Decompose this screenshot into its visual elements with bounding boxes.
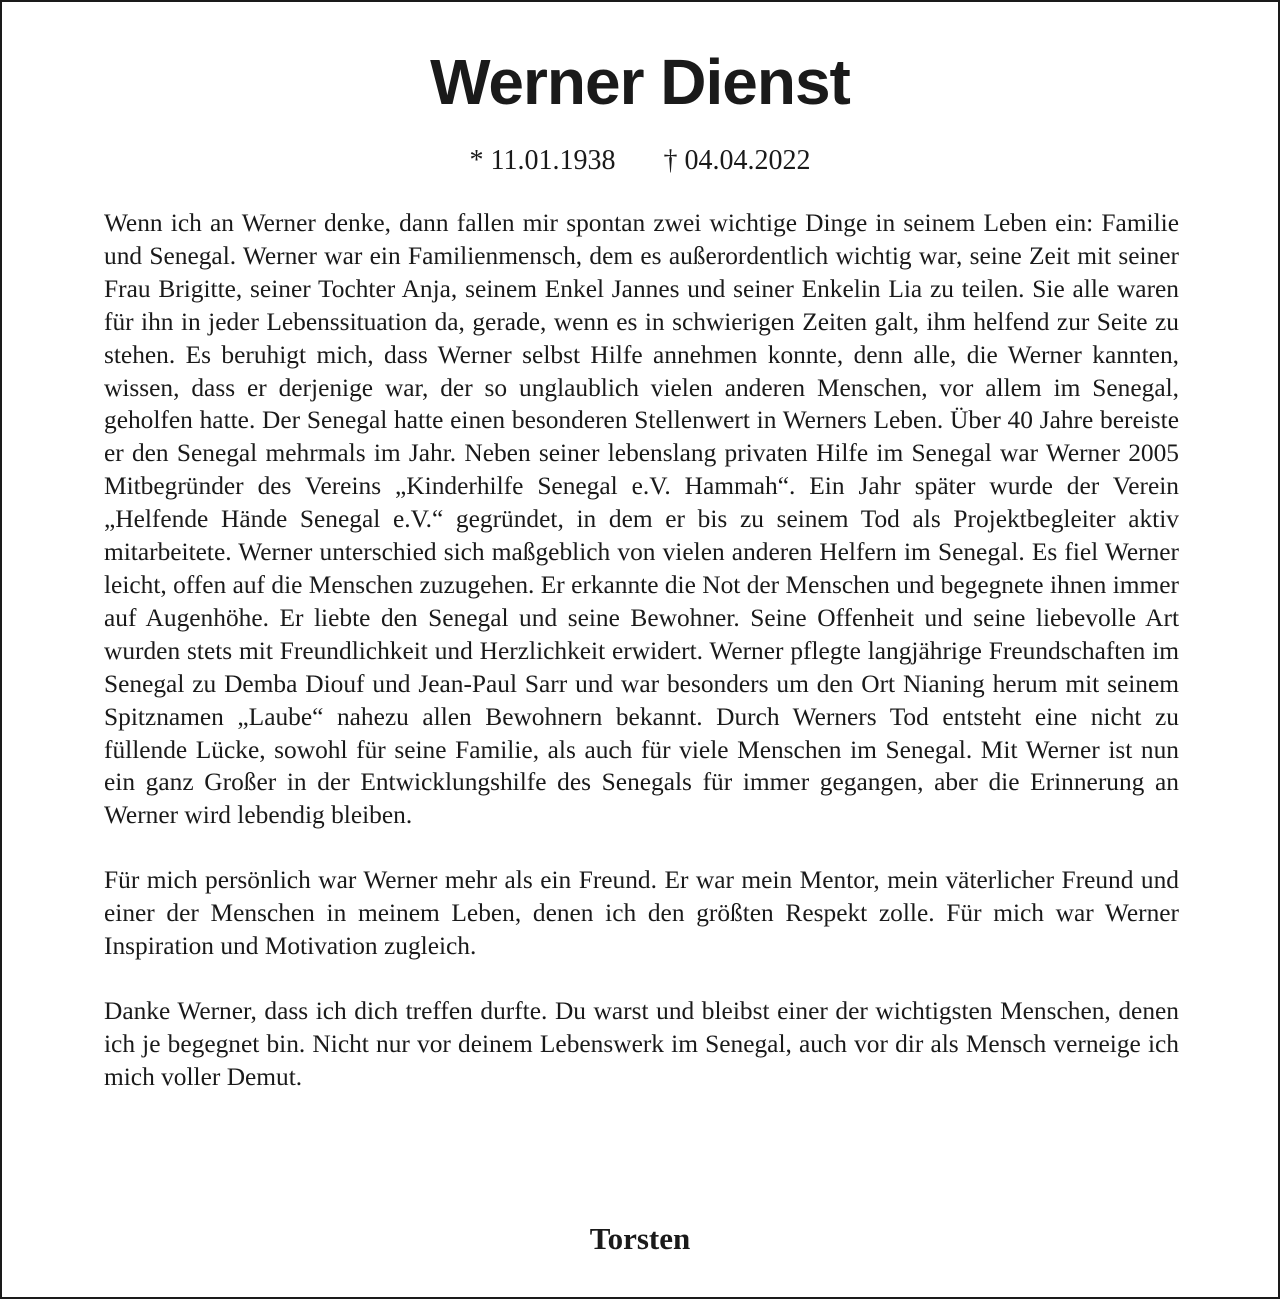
death-date: † 04.04.2022 [663,145,811,176]
paragraph-2: Für mich persönlich war Werner mehr als ein Freund. Er war mein Mentor, mein väterlicher Freund und einer der Menschen in meinem Leben, denen ich den größten Respekt zolle. Für mich war Werner Inspiration und Motivation zugleich. [104,866,1179,961]
obituary-text [104,207,1179,1126]
signature: Torsten [589,1221,691,1256]
birth-date: * 11.01.1938 [469,145,616,176]
paragraph-1: Wenn ich an Werner denke, dann fallen mir spontan zwei wichtige Dinge in seinem Leben ein: Familie und Senegal. Werner war ein Familienmensch, dem es außerordentlich wichtig war, seine Zeit mit seiner Frau Brigitte, seiner Tochter Anja, seinem Enkel Jannes und seiner Enkelin Lia zu teilen. Sie alle waren für ihn in jeder Lebenssituation da, gerade, wenn es in schwierigen Zeiten galt, ihm helfend zur Seite zu stehen. Es beruhigt mich, dass Werner selbst Hilfe annehmen konnte, denn alle, die Werner kannten, wissen, dass er derjenige war, der so unglaublich vielen anderen Menschen, vor allem im Senegal, geholfen hatte. Der Senegal hatte einen besonderen Stellenwert in Werners Leben. Über 40 Jahre bereiste er den Senegal mehrmals im Jahr. Neben seiner lebenslang privaten Hilfe im Senegal war Werner 2005 Mitbegründer des Vereins „Kinderhilfe Senegal e.V. Hammah“. Ein Jahr später wurde der Verein „Helfende Hände Senegal e.V.“ gegründet, in dem er bis zu seinem Tod als Projektbegleiter aktiv mitarbeitete. Werner unterschied sich maßgeblich von vielen anderen Helfern im Senegal. Es fiel Werner leicht, offen auf die Menschen zuzugehen. Er erkannte die Not der Menschen und begegnete ihnen immer auf Augenhöhe. Er liebte den Senegal und seine Bewohner. Seine Offenheit und seine liebevolle Art wurden stets mit Freundlichkeit und Herzlichkeit erwidert. Werner pflegte langjährige Freundschaften im Senegal zu Demba Diouf und Jean-Paul Sarr und war besonders um den Ort Nianing herum mit seinem Spitznamen „Laube“ nahezu allen Bewohnern bekannt. Durch Werners Tod entsteht eine nicht zu füllende Lücke, sowohl für seine Familie, als auch für viele Menschen im Senegal. Mit Werner ist nun ein ganz Großer in der Entwicklungshilfe des Senegals für immer gegangen, aber die Erinnerung an Werner wird lebendig bleiben. [104,209,1179,830]
deceased-name: Werner Dienst [430,46,850,118]
paragraph-3: Danke Werner, dass ich dich treffen durfte. Du warst und bleibst einer der wichtigsten Menschen, denen ich je begegnet bin. Nicht nur vor deinem Lebenswerk im Senegal, auch vor dir als Mensch verneige ich mich voller Demut. [104,996,1179,1091]
life-dates [2,144,1278,178]
